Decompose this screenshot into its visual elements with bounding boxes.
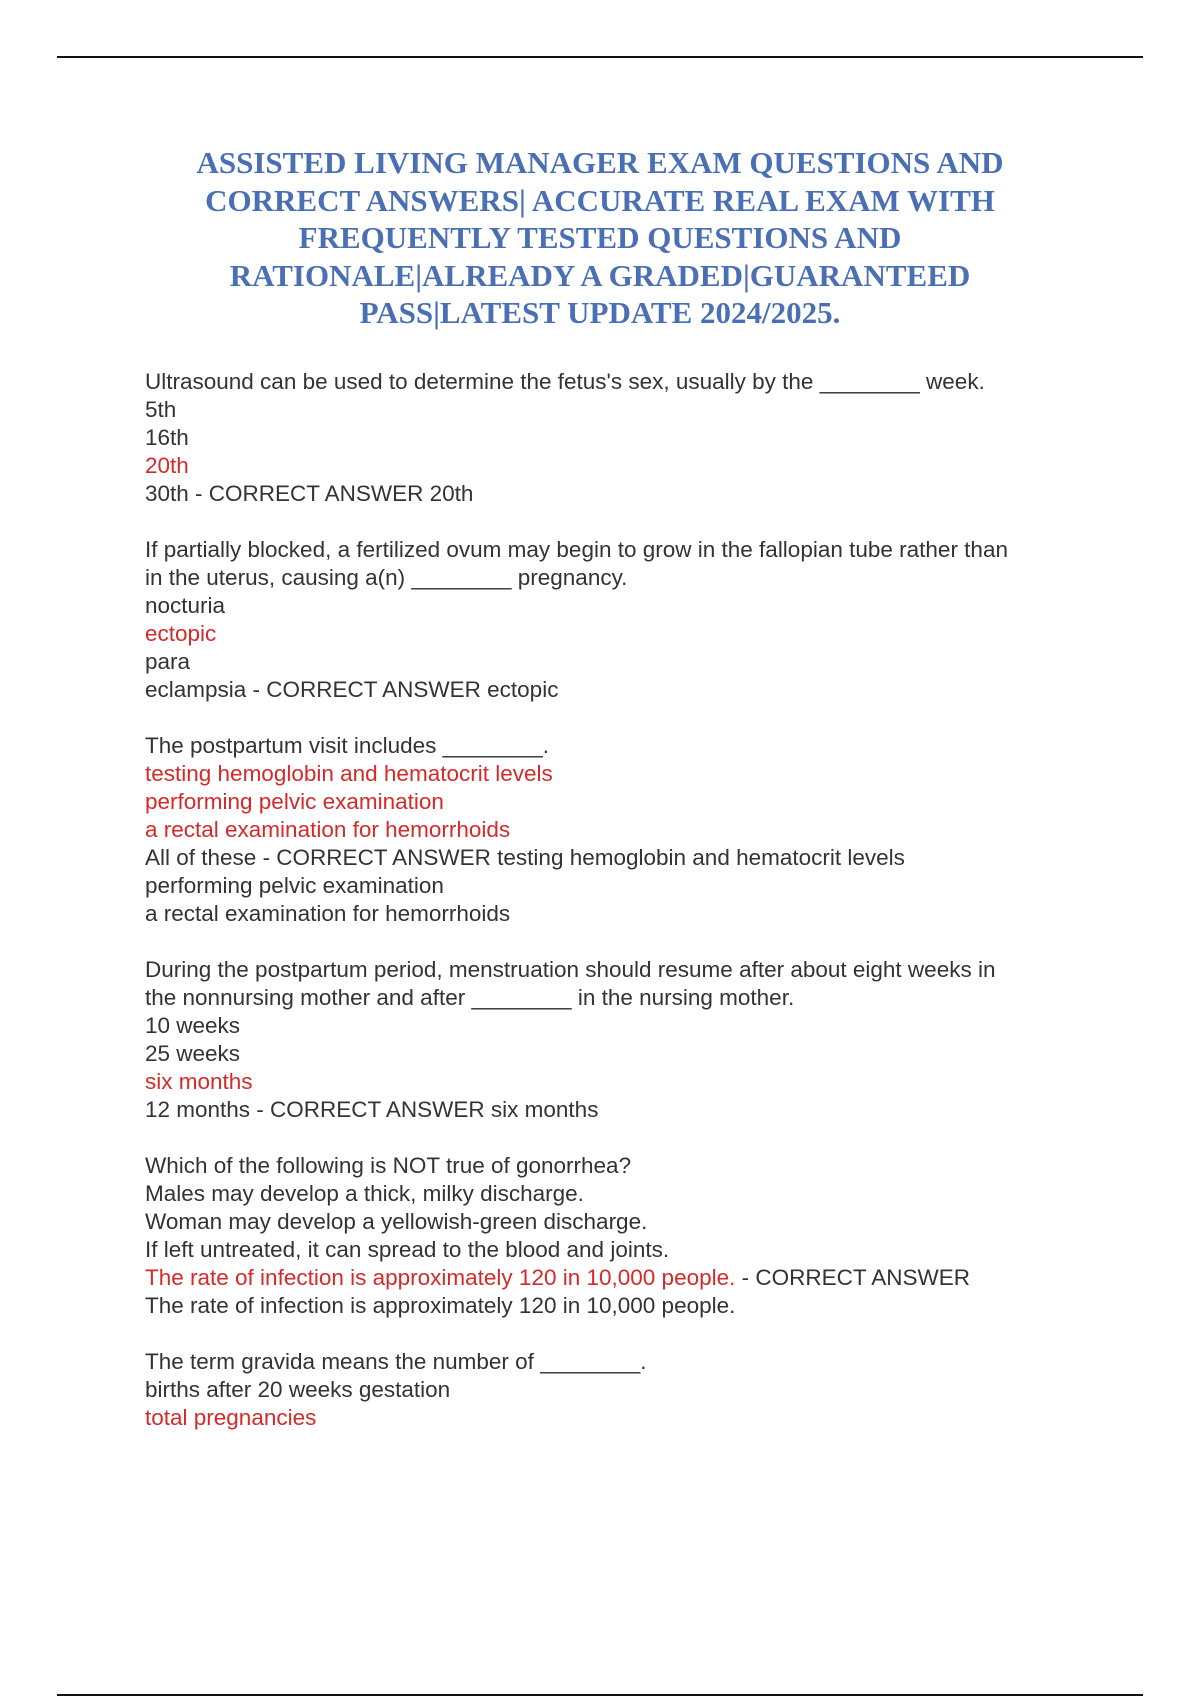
top-rule [57, 56, 1143, 58]
answer-option: 25 weeks [145, 1041, 241, 1066]
answer-option: 5th [145, 397, 177, 422]
title-line: RATIONALE|ALREADY A GRADED|GUARANTEED [229, 257, 971, 293]
question-text: Ultrasound can be used to determine the fetus's sex, usually by the ________ week. [145, 369, 985, 394]
question-block [145, 1348, 1085, 1432]
answer-option: para [145, 649, 191, 674]
question-block [145, 732, 1085, 928]
bottom-rule [57, 1694, 1143, 1696]
question-block [145, 536, 1085, 704]
correct-answer-marker: - CORRECT ANSWER [735, 1265, 970, 1290]
answer-option: nocturia [145, 593, 226, 618]
answer-option: If left untreated, it can spread to the blood and joints. [145, 1237, 670, 1262]
answer-option: 10 weeks [145, 1013, 241, 1038]
title-line: PASS|LATEST UPDATE 2024/2025. [359, 295, 841, 330]
answer-option-with-correct-marker [145, 1264, 1085, 1292]
question-text: in the uterus, causing a(n) ________ pregnancy. [145, 565, 628, 590]
title-line: CORRECT ANSWERS| ACCURATE REAL EXAM WITH [205, 182, 995, 218]
highlighted-answer-option: a rectal examination for hemorrhoids [145, 817, 511, 842]
highlighted-answer-option: 20th [145, 453, 189, 478]
answer-option: births after 20 weeks gestation [145, 1377, 451, 1402]
correct-answer-line: 12 months - CORRECT ANSWER six months [145, 1097, 599, 1122]
title-line: ASSISTED LIVING MANAGER EXAM QUESTIONS AND [196, 145, 1004, 180]
correct-answer-line: performing pelvic examination [145, 873, 444, 898]
question-text: During the postpartum period, menstruation should resume after about eight weeks in [145, 957, 996, 982]
correct-answer-line: eclampsia - CORRECT ANSWER ectopic [145, 677, 559, 702]
question-block [145, 368, 1085, 508]
question-text: Which of the following is NOT true of gonorrhea? [145, 1153, 632, 1178]
correct-answer-line: All of these - CORRECT ANSWER testing hemoglobin and hematocrit levels [145, 845, 905, 870]
answer-option: Woman may develop a yellowish-green discharge. [145, 1209, 648, 1234]
question-block [145, 1152, 1085, 1320]
correct-answer-line: The rate of infection is approximately 120 in 10,000 people. [145, 1293, 736, 1318]
correct-answer-line: 30th - CORRECT ANSWER 20th [145, 481, 474, 506]
highlighted-answer-option: The rate of infection is approximately 120 in 10,000 people. [145, 1265, 736, 1290]
question-text: If partially blocked, a fertilized ovum may begin to grow in the fallopian tube rather than [145, 537, 1008, 562]
question-text: The term gravida means the number of ________. [145, 1349, 647, 1374]
question-text: The postpartum visit includes ________. [145, 733, 549, 758]
document-title [150, 144, 1050, 332]
title-line: FREQUENTLY TESTED QUESTIONS AND [298, 220, 902, 255]
highlighted-answer-option: testing hemoglobin and hematocrit levels [145, 761, 553, 786]
answer-option: 16th [145, 425, 189, 450]
highlighted-answer-option: six months [145, 1069, 253, 1094]
question-text: the nonnursing mother and after ________ in the nursing mother. [145, 985, 795, 1010]
question-list [145, 368, 1085, 1460]
highlighted-answer-option: ectopic [145, 621, 217, 646]
highlighted-answer-option: total pregnancies [145, 1405, 317, 1430]
answer-option: Males may develop a thick, milky discharge. [145, 1181, 584, 1206]
correct-answer-line: a rectal examination for hemorrhoids [145, 901, 511, 926]
question-block [145, 956, 1085, 1124]
highlighted-answer-option: performing pelvic examination [145, 789, 444, 814]
